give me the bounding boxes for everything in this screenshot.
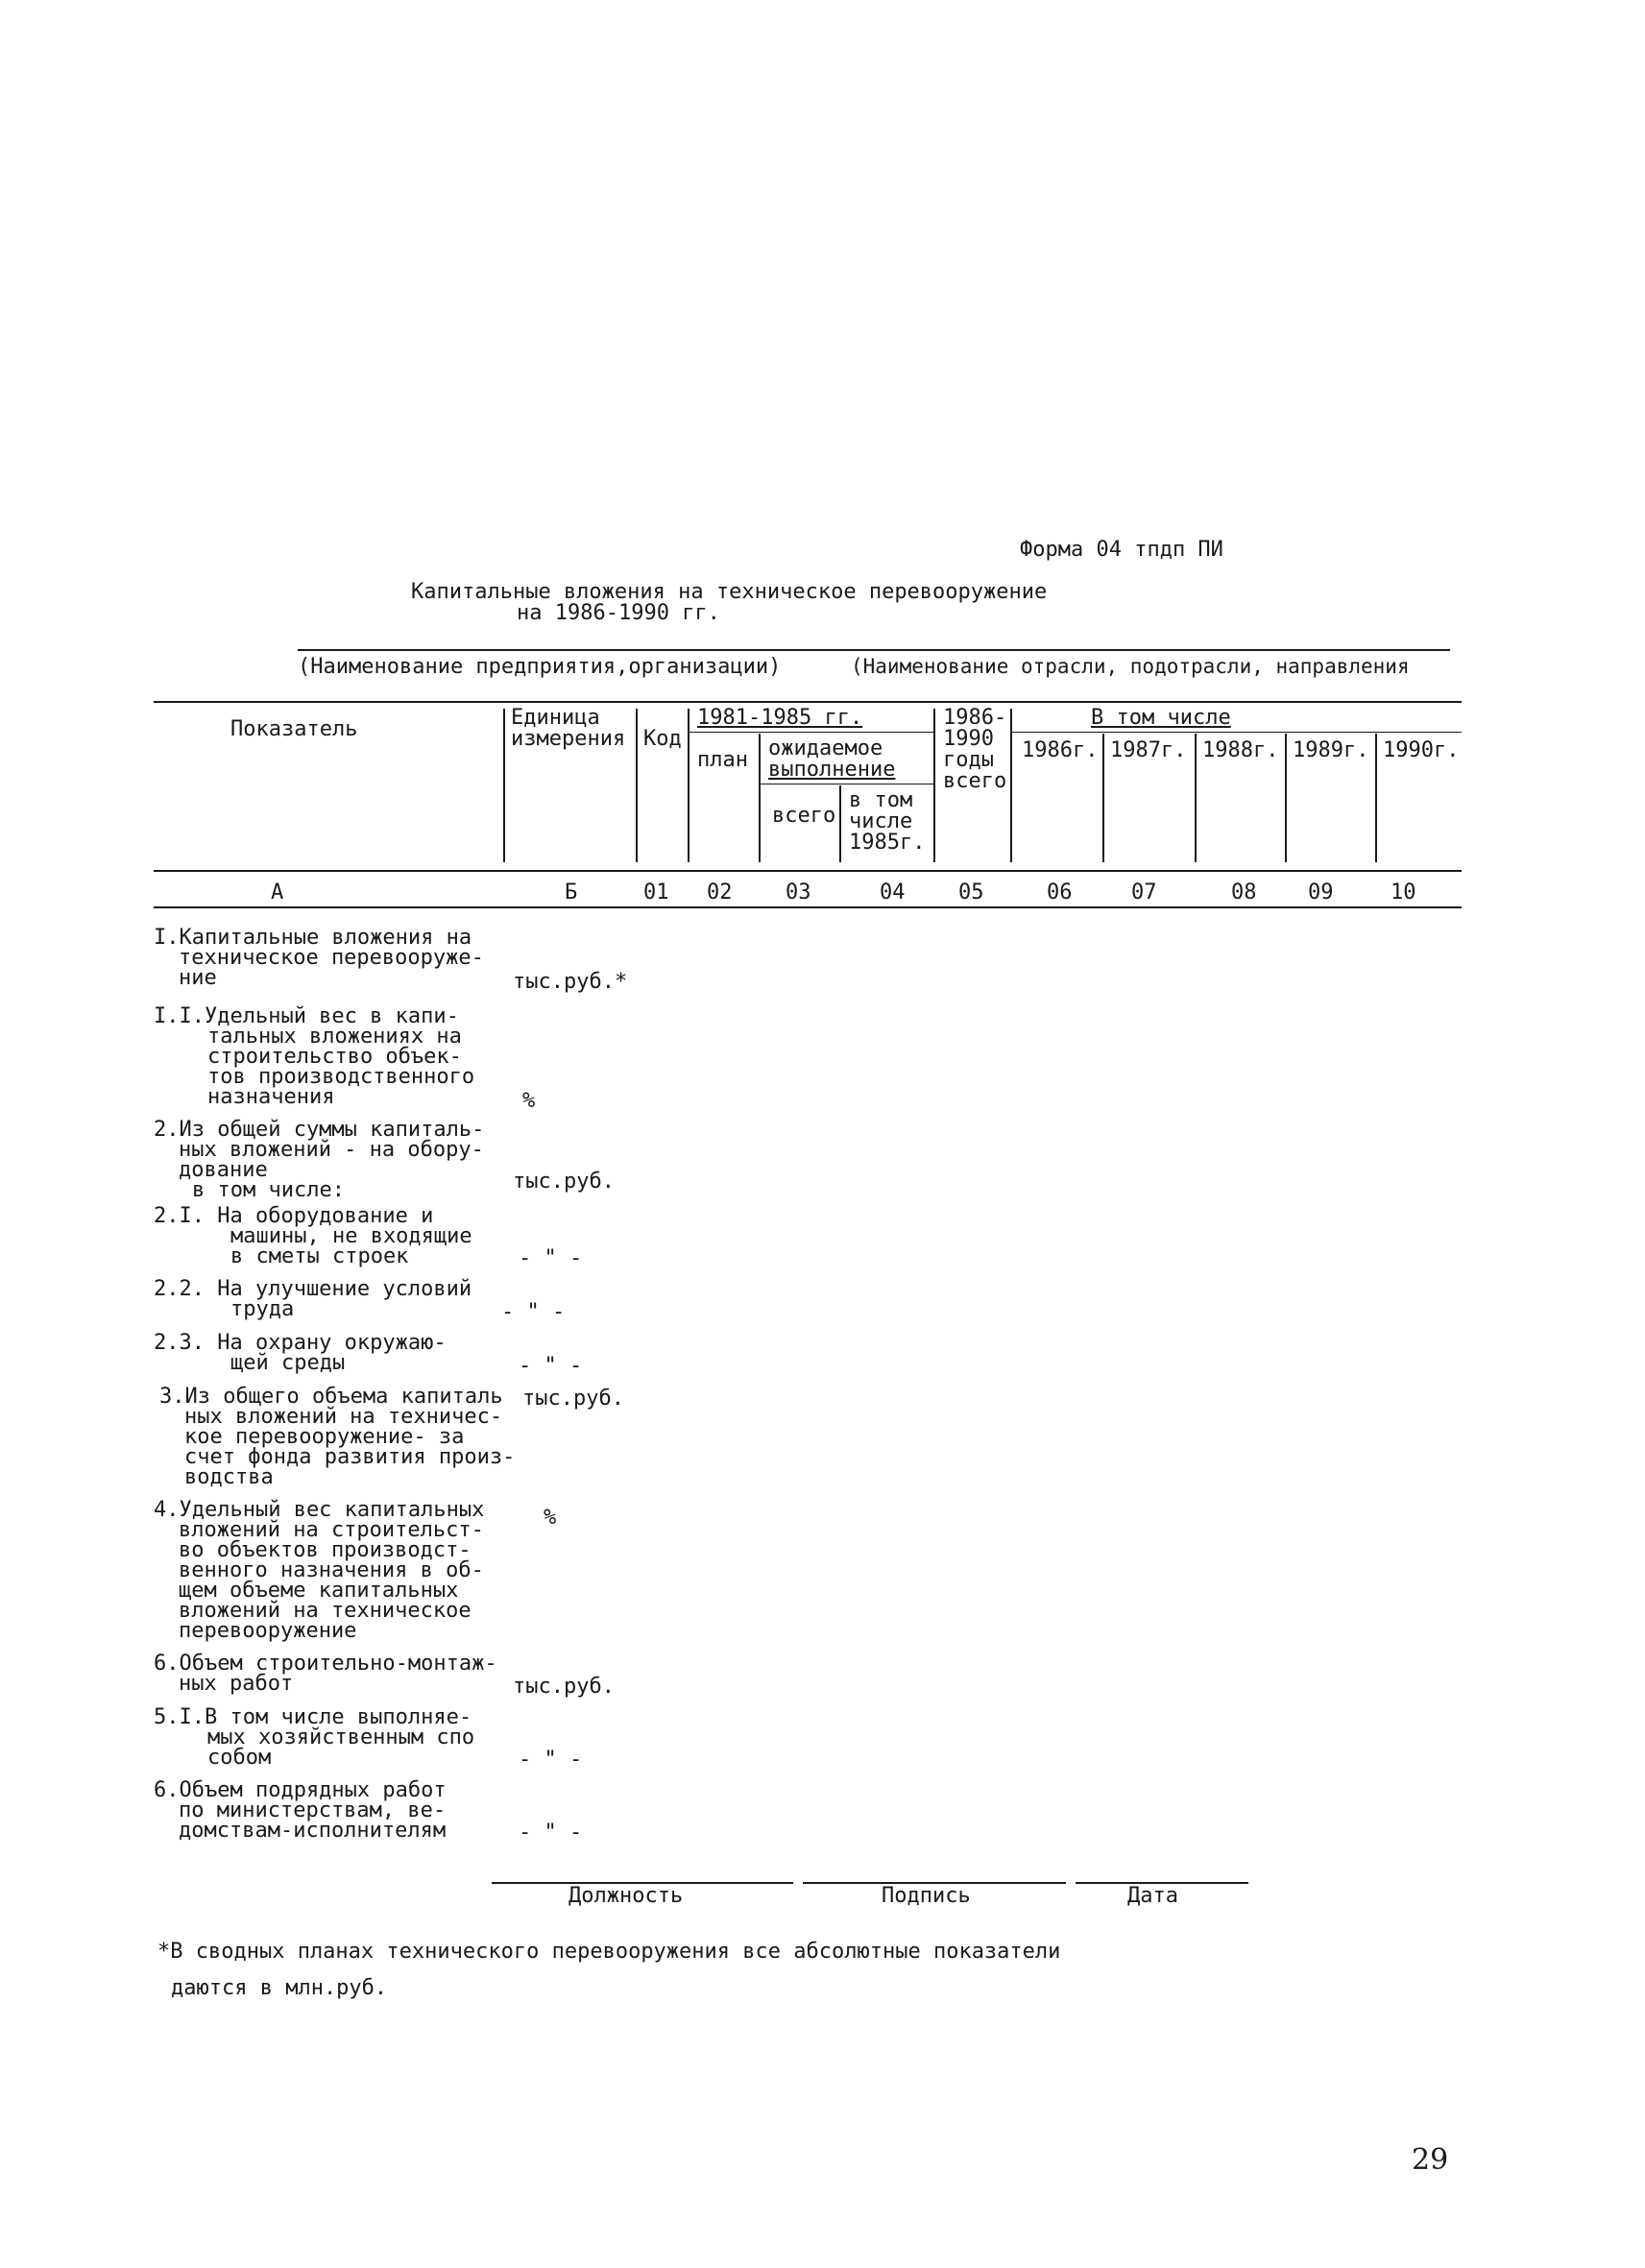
including-rule — [1012, 732, 1462, 733]
header-total: всего — [772, 804, 836, 828]
row-1-1-line: тов производственного — [207, 1065, 475, 1089]
code-08: 08 — [1231, 881, 1257, 905]
footnote-line-1: *В сводных планах технического перевооружения все абсолютные показатели — [157, 1940, 1061, 1964]
row-2-2-line: труда — [230, 1297, 295, 1321]
row-1-1-line: назначения — [207, 1085, 335, 1109]
header-indicator: Показатель — [230, 717, 358, 741]
row-2-3-line: 2.3. На охрану окружаю- — [154, 1331, 447, 1355]
header-incl-line1: в том — [849, 788, 913, 812]
position-label: Должность — [568, 1884, 684, 1908]
row-4-line: венного назначения в об- — [179, 1558, 484, 1582]
row-4-line: вложений на строительст- — [179, 1518, 484, 1542]
header-year-1987: 1987г. — [1110, 738, 1187, 762]
row-3-unit: тыс.руб. — [522, 1387, 624, 1411]
row-1-unit: тыс.руб.* — [513, 970, 628, 994]
header-expected-line2: выполнение — [768, 758, 896, 782]
row-2-2-unit: - " - — [501, 1300, 566, 1324]
header-1986-line2: 1990 — [943, 727, 994, 751]
header-year-1989: 1989г. — [1293, 738, 1369, 762]
row-3-line: ных вложений на техничес- — [184, 1405, 503, 1429]
row-5-1-line: мых хозяйственным спо — [207, 1725, 475, 1749]
row-2-1-line: машины, не входящие — [230, 1224, 472, 1248]
row-2-1-unit: - " - — [519, 1246, 583, 1270]
row-1-1-line: тальных вложениях на — [207, 1025, 462, 1049]
divider-year-1990 — [1375, 734, 1377, 862]
signature-label: Подпись — [882, 1884, 971, 1908]
header-unit-line1: Единица — [511, 706, 600, 730]
row-5-1-line: 5.I.В том числе выполняе- — [154, 1705, 472, 1729]
codes-bottom-rule — [154, 906, 1462, 908]
code-05: 05 — [958, 881, 984, 905]
caption-branch: (Наименование отрасли, подотрасли, направления — [851, 655, 1410, 678]
row-1-line: ние — [179, 966, 217, 990]
row-5-1-unit: - " - — [519, 1748, 583, 1772]
code-07: 07 — [1131, 881, 1157, 905]
title-line-2: на 1986-1990 гг. — [517, 601, 720, 625]
row-2-1-line: в сметы строек — [230, 1244, 409, 1268]
row-4-line: щем объеме капитальных — [179, 1579, 459, 1603]
code-03: 03 — [786, 881, 811, 905]
row-2-2-line: 2.2. На улучшение условий — [154, 1277, 472, 1301]
divider-year-1989 — [1285, 734, 1287, 862]
row-1-line: I.Капитальные вложения на — [154, 926, 472, 950]
row-2-unit: тыс.руб. — [513, 1170, 615, 1194]
table-top-rule — [154, 701, 1462, 703]
code-a: А — [271, 881, 284, 905]
title-line-1: Капитальные вложения на техническое перевооружение — [411, 580, 1048, 604]
header-year-1988: 1988г. — [1202, 738, 1279, 762]
row-4-line: вложений на техническое — [179, 1599, 472, 1623]
row-3-line: 3.Из общего объема капиталь — [159, 1385, 503, 1409]
row-6b-line: домствам-исполнителям — [179, 1819, 447, 1843]
row-6b-line: 6.Объем подрядных работ — [154, 1778, 447, 1802]
row-1-line: техническое перевооруже- — [179, 946, 484, 970]
row-2-line: в том числе: — [192, 1178, 345, 1202]
row-2-3-line: щей среды — [230, 1351, 346, 1375]
header-1986-line1: 1986- — [943, 706, 1007, 730]
header-expected-line1: ожидаемое — [768, 736, 883, 760]
code-09: 09 — [1308, 881, 1334, 905]
row-2-3-unit: - " - — [519, 1354, 583, 1378]
row-2-line: 2.Из общей суммы капиталь- — [154, 1118, 485, 1142]
row-6a-line: ных работ — [179, 1672, 294, 1696]
row-5-1-line: собом — [207, 1746, 272, 1770]
row-3-line: кое перевооружение- за — [184, 1425, 465, 1449]
row-4-line: перевооружение — [179, 1619, 357, 1643]
divider-1986-left — [933, 709, 935, 862]
divider-year-1987 — [1102, 734, 1104, 862]
row-6a-unit: тыс.руб. — [513, 1675, 615, 1699]
footnote-line-2: даются в млн.руб. — [171, 1976, 388, 2000]
row-2-1-line: 2.I. На оборудование и — [154, 1204, 434, 1228]
row-6b-line: по министерствам, ве- — [179, 1798, 447, 1822]
code-02: 02 — [707, 881, 733, 905]
row-2-line: дование — [179, 1158, 268, 1182]
row-4-line: во объектов производст- — [179, 1538, 472, 1562]
period-1981-rule — [689, 732, 933, 733]
code-01: 01 — [643, 881, 669, 905]
row-3-line: водства — [184, 1465, 274, 1489]
divider-incl-left — [839, 785, 841, 862]
row-6b-unit: - " - — [519, 1821, 583, 1845]
header-incl-line2: числе — [849, 809, 913, 833]
divider-unit-left — [503, 709, 505, 862]
form-label: Форма 04 тпдп ПИ — [1020, 538, 1223, 562]
row-1-1-line: строительство объек- — [207, 1045, 462, 1069]
header-unit-line2: измерения — [511, 727, 626, 751]
date-label: Дата — [1127, 1884, 1178, 1908]
divider-code-left — [636, 709, 638, 862]
enterprise-line — [298, 649, 1450, 651]
divider-expected-left — [759, 734, 761, 862]
row-6a-line: 6.Объем строительно-монтаж- — [154, 1652, 497, 1676]
header-year-1990: 1990г. — [1383, 738, 1460, 762]
caption-enterprise: (Наименование предприятия,организации) — [298, 655, 782, 679]
header-including: В том числе — [1091, 706, 1231, 730]
divider-year-1988 — [1195, 734, 1197, 862]
header-1986-line3: годы — [943, 748, 994, 772]
row-3-line: счет фонда развития произ- — [184, 1445, 516, 1469]
header-year-1986: 1986г. — [1022, 738, 1099, 762]
row-1-1-unit: % — [522, 1089, 536, 1113]
header-code: Код — [643, 727, 682, 751]
row-4-unit: % — [544, 1506, 557, 1530]
page-number: 29 — [1412, 2143, 1449, 2177]
code-b: Б — [565, 881, 578, 905]
code-04: 04 — [880, 881, 906, 905]
header-bottom-rule — [154, 870, 1462, 872]
row-2-line: ных вложений - на обору- — [179, 1138, 484, 1162]
code-06: 06 — [1047, 881, 1073, 905]
row-1-1-line: I.I.Удельный вес в капи- — [154, 1004, 459, 1028]
row-4-line: 4.Удельный вес капитальных — [154, 1498, 485, 1522]
header-1986-line4: всего — [943, 769, 1007, 793]
header-plan: план — [697, 748, 748, 772]
header-period-1981: 1981-1985 гг. — [697, 706, 863, 730]
code-10: 10 — [1391, 881, 1416, 905]
header-incl-line3: 1985г. — [849, 831, 926, 855]
